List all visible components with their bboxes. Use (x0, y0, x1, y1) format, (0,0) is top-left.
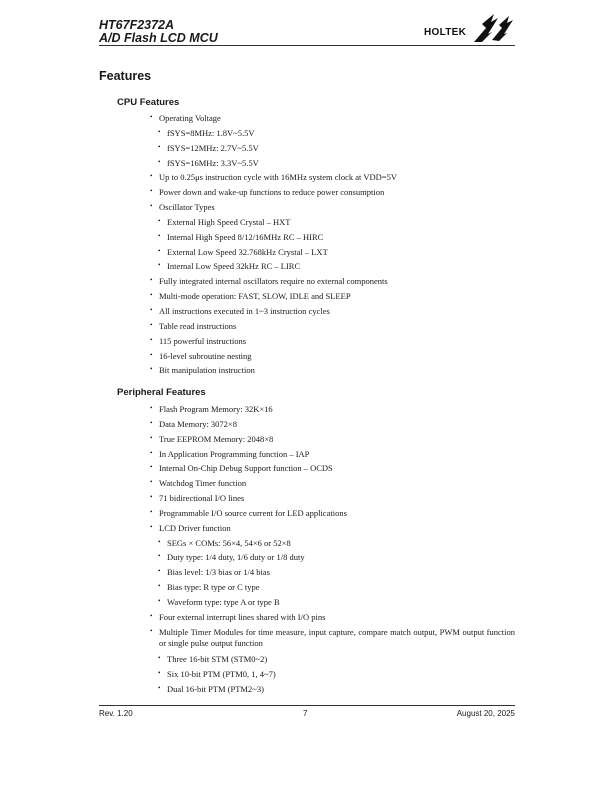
list-item: • Power down and wake-up functions to reduce power consumption (150, 185, 515, 200)
list-item: • Operating Voltage (150, 111, 515, 126)
document-subtitle: A/D Flash LCD MCU (99, 31, 218, 45)
list-item: • Bit manipulation instruction (150, 363, 515, 378)
list-item: • 71 bidirectional I/O lines (150, 491, 515, 506)
list-item: • 115 powerful instructions (150, 334, 515, 349)
list-item: • Internal High Speed 8/12/16MHz RC – HIRC (150, 230, 515, 245)
list-item: • Programmable I/O source current for LED applications (150, 506, 515, 521)
list-item: • In Application Programming function – IAP (150, 447, 515, 462)
list-item: • True EEPROM Memory: 2048×8 (150, 432, 515, 447)
list-item: • Fully integrated internal oscillators require no external components (150, 274, 515, 289)
holtek-logo (424, 12, 514, 44)
date-label: August 20, 2025 (456, 709, 515, 718)
peripheral-features-list (150, 402, 515, 696)
logo-text: HOLTEK (424, 27, 467, 38)
list-item: • Internal Low Speed 32kHz RC – LIRC (150, 259, 515, 274)
list-item: • Up to 0.25μs instruction cycle with 16MHz system clock at VDD=5V (150, 170, 515, 185)
holtek-mark-icon (472, 12, 514, 44)
page-number: 7 (303, 709, 308, 718)
list-item: • Bias type: R type or C type (150, 580, 515, 595)
list-item: • Three 16-bit STM (STM0~2) (150, 652, 515, 667)
list-item: • Duty type: 1/4 duty, 1/6 duty or 1/8 duty (150, 550, 515, 565)
list-item: • Multi-mode operation: FAST, SLOW, IDLE and SLEEP (150, 289, 515, 304)
list-item: • Waveform type: type A or type B (150, 595, 515, 610)
section-title: Features (99, 69, 152, 83)
list-item: • Six 10-bit PTM (PTM0, 1, 4~7) (150, 667, 515, 682)
document-title: HT67F2372A (99, 18, 175, 32)
list-item: • Internal On-Chip Debug Support function – OCDS (150, 461, 515, 476)
list-item: • Multiple Timer Modules for time measure, input capture, compare match output, PWM output function or single pulse output function (150, 627, 515, 650)
list-item: • SEGs × COMs: 56×4, 54×6 or 52×8 (150, 536, 515, 551)
list-item: • Table read instructions (150, 319, 515, 334)
list-item: • 16-level subroutine nesting (150, 349, 515, 364)
footer-rule (99, 705, 515, 706)
list-item: • Dual 16-bit PTM (PTM2~3) (150, 682, 515, 697)
list-item: • fSYS=12MHz: 2.7V~5.5V (150, 141, 515, 156)
revision-label: Rev. 1.20 (99, 709, 133, 718)
list-item: • All instructions executed in 1~3 instruction cycles (150, 304, 515, 319)
list-item: • External High Speed Crystal – HXT (150, 215, 515, 230)
list-item: • fSYS=16MHz: 3.3V~5.5V (150, 156, 515, 171)
list-item: • Oscillator Types (150, 200, 515, 215)
header-rule (99, 45, 515, 46)
list-item: • Watchdog Timer function (150, 476, 515, 491)
list-item: • Data Memory: 3072×8 (150, 417, 515, 432)
list-item: • External Low Speed 32.768kHz Crystal – LXT (150, 245, 515, 260)
cpu-features-list (150, 111, 515, 378)
cpu-features-heading: CPU Features (117, 97, 180, 108)
list-item: • LCD Driver function (150, 521, 515, 536)
list-item: • Four external interrupt lines shared with I/O pins (150, 610, 515, 625)
list-item: • Bias level: 1/3 bias or 1/4 bias (150, 565, 515, 580)
list-item: • fSYS=8MHz: 1.8V~5.5V (150, 126, 515, 141)
peripheral-features-heading: Peripheral Features (117, 387, 206, 398)
list-item: • Flash Program Memory: 32K×16 (150, 402, 515, 417)
